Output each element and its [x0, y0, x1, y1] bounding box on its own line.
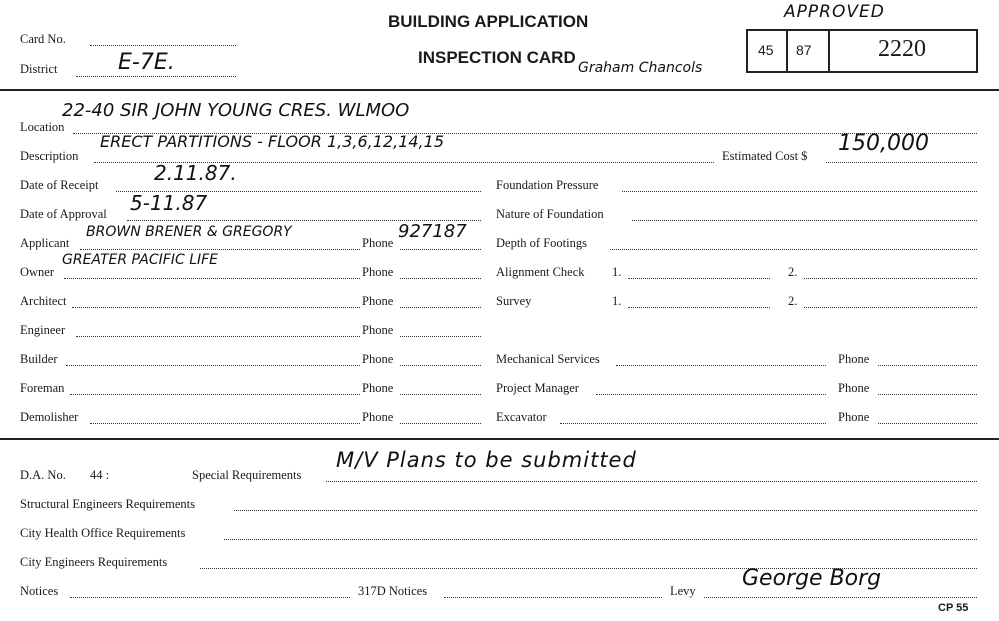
estimated-cost-value: 150,000	[838, 131, 929, 156]
header-signature: Graham Chancols	[578, 60, 703, 76]
form-code: CP 55	[938, 602, 969, 614]
date-receipt-label: Date of Receipt	[20, 178, 99, 192]
engineer-label: Engineer	[20, 323, 66, 337]
location-label: Location	[20, 120, 65, 134]
file-number-box	[746, 29, 978, 73]
card-subtitle: INSPECTION CARD	[418, 48, 576, 67]
applicant-phone-label: Phone	[362, 236, 394, 250]
owner-line	[64, 278, 360, 279]
mechanical-services-label: Mechanical Services	[496, 352, 600, 366]
foreman-label: Foreman	[20, 381, 65, 395]
notices-label: Notices	[20, 584, 59, 598]
district-line	[76, 76, 236, 77]
owner-label: Owner	[20, 265, 55, 279]
builder-phone-label: Phone	[362, 352, 394, 366]
box-cell-2: 87	[796, 42, 812, 58]
card-title: BUILDING APPLICATION	[388, 12, 589, 31]
structural-engineers-label: Structural Engineers Requirements	[20, 497, 195, 511]
card-no-label: Card No.	[20, 32, 66, 46]
excavator-phone-label: Phone	[838, 410, 870, 424]
applicant-phone-value: 927187	[398, 221, 467, 242]
date-receipt-value: 2.11.87.	[154, 161, 237, 185]
location-value: 22-40 SIR JOHN YOUNG CRES. WLMOO	[62, 100, 410, 121]
district-value: E-7E.	[118, 50, 175, 75]
alignment-1-label: 1.	[612, 265, 622, 279]
estimated-cost-line	[826, 162, 977, 163]
district-label: District	[20, 62, 58, 76]
bottom-signature: George Borg	[742, 566, 882, 591]
project-manager-label: Project Manager	[496, 381, 579, 395]
box-cell-3: 2220	[878, 36, 926, 62]
city-engineers-label: City Engineers Requirements	[20, 555, 168, 569]
notices-317d-label: 317D Notices	[358, 584, 428, 598]
foreman-phone-label: Phone	[362, 381, 394, 395]
applicant-label: Applicant	[20, 236, 70, 250]
foundation-pressure-label: Foundation Pressure	[496, 178, 599, 192]
da-no-label: D.A. No.	[20, 468, 66, 482]
city-health-label: City Health Office Requirements	[20, 526, 186, 540]
alignment-2-label: 2.	[788, 265, 798, 279]
box-cell-1: 45	[758, 42, 774, 58]
architect-label: Architect	[20, 294, 67, 308]
special-requirements-label: Special Requirements	[192, 468, 302, 482]
excavator-label: Excavator	[496, 410, 547, 424]
levy-label: Levy	[670, 584, 696, 598]
demolisher-phone-label: Phone	[362, 410, 394, 424]
engineer-phone-label: Phone	[362, 323, 394, 337]
survey-2-label: 2.	[788, 294, 798, 308]
date-approval-label: Date of Approval	[20, 207, 107, 221]
section-divider	[0, 438, 999, 440]
approved-stamp: APPROVED	[784, 2, 885, 22]
architect-phone-label: Phone	[362, 294, 394, 308]
demolisher-label: Demolisher	[20, 410, 79, 424]
survey-1-label: 1.	[612, 294, 622, 308]
applicant-line	[80, 249, 360, 250]
project-manager-phone-label: Phone	[838, 381, 870, 395]
owner-value: GREATER PACIFIC LIFE	[62, 252, 219, 268]
special-requirements-value: M/V Plans to be submitted	[336, 448, 637, 472]
header-divider	[0, 89, 999, 91]
survey-label: Survey	[496, 294, 532, 308]
description-value: ERECT PARTITIONS - FLOOR 1,3,6,12,14,15	[100, 132, 444, 151]
da-no-value: 44 :	[90, 468, 110, 482]
card-no-line	[90, 45, 236, 46]
alignment-check-label: Alignment Check	[496, 265, 585, 279]
date-approval-value: 5-11.87	[130, 191, 208, 215]
builder-label: Builder	[20, 352, 58, 366]
mechanical-phone-label: Phone	[838, 352, 870, 366]
applicant-value: BROWN BRENER & GREGORY	[86, 224, 292, 240]
depth-footings-label: Depth of Footings	[496, 236, 587, 250]
estimated-cost-label: Estimated Cost $	[722, 149, 808, 163]
description-label: Description	[20, 149, 79, 163]
nature-foundation-label: Nature of Foundation	[496, 207, 604, 221]
owner-phone-label: Phone	[362, 265, 394, 279]
